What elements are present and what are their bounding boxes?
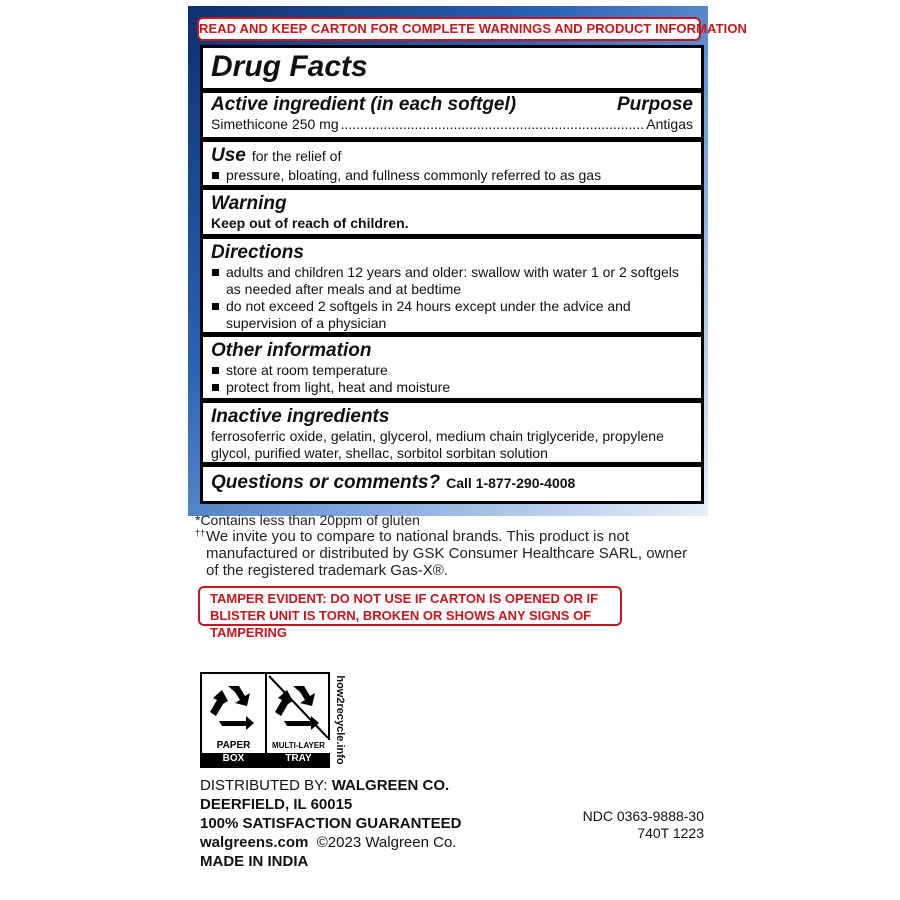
- purpose-heading: Purpose: [616, 94, 693, 115]
- not-recyclable-icon: [267, 674, 330, 740]
- origin: MADE IN INDIA: [200, 853, 309, 870]
- recycle-icon: [202, 674, 265, 740]
- bullet-icon: [212, 303, 219, 310]
- website: walgreens.com: [200, 834, 309, 851]
- directions-heading: Directions: [211, 242, 304, 263]
- copyright: ©2023 Walgreen Co.: [316, 834, 457, 851]
- distributor-name: WALGREEN CO.: [331, 777, 450, 794]
- dagger-mark: ††: [195, 528, 206, 538]
- multi-layer-label: MULTI-LAYER: [267, 740, 330, 753]
- purpose-value: Antigas: [646, 116, 693, 132]
- active-ingredient: Simethicone 250 mg: [211, 116, 339, 132]
- lot-code: 740T 1223: [637, 825, 704, 841]
- list-item: pressure, bloating, and fullness commonly referred to as gas: [211, 167, 693, 184]
- leader-dots: [341, 116, 645, 133]
- list-item: protect from light, heat and moisture: [211, 379, 693, 396]
- warning-section: [203, 193, 701, 232]
- active-ingredient-section: [203, 94, 701, 133]
- other-information-section: [203, 340, 701, 396]
- recycling-label: [200, 672, 330, 768]
- questions-heading: Questions or comments?: [211, 472, 441, 493]
- divider: [203, 137, 701, 142]
- use-heading: Use: [211, 145, 246, 166]
- list-item: adults and children 12 years and older: swallow with water 1 or 2 softgels as needed after meals and at bedtime: [211, 264, 693, 298]
- gluten-footnote: *Contains less than 20ppm of gluten: [195, 512, 420, 528]
- use-section: [203, 145, 701, 184]
- distributor-city: DEERFIELD, IL 60015: [200, 796, 353, 813]
- other-information-heading: Other information: [211, 340, 372, 361]
- divider: [203, 234, 701, 239]
- use-intro: for the relief of: [251, 148, 342, 164]
- divider: [203, 88, 701, 93]
- drug-facts-panel: [200, 45, 704, 504]
- box-label: BOX: [202, 753, 265, 766]
- bullet-icon: [212, 269, 219, 276]
- inactive-ingredients-heading: Inactive ingredients: [211, 406, 390, 427]
- inactive-ingredients-section: [203, 406, 701, 462]
- inactive-ingredients-text: ferrosoferric oxide, gelatin, glycerol, medium chain triglyceride, propylene glycol, purified water, shellac, sorbitol sorbitan solution: [211, 428, 664, 461]
- guarantee-text: 100% SATISFACTION GUARANTEED: [200, 815, 462, 832]
- drug-facts-title: Drug Facts: [211, 50, 368, 83]
- paper-label: PAPER: [202, 740, 265, 753]
- ndc-code: NDC 0363-9888-30: [582, 808, 704, 824]
- distributed-by-label: DISTRIBUTED BY:: [200, 777, 328, 794]
- compare-footnote: †† We invite you to compare to national brands. This product is not manufactured or distributed by GSK Consumer Healthcare SARL, owner of the registered trademark Gas-X®.: [195, 528, 688, 579]
- tray-label: TRAY: [267, 753, 330, 766]
- bullet-icon: [212, 367, 219, 374]
- active-ingredient-heading: Active ingredient (in each softgel): [211, 94, 517, 115]
- divider: [203, 332, 701, 337]
- divider: [203, 185, 701, 190]
- product-codes: [583, 808, 704, 842]
- list-item: store at room temperature: [211, 362, 693, 379]
- warning-banner: READ AND KEEP CARTON FOR COMPLETE WARNINGS AND PRODUCT INFORMATION: [197, 17, 701, 41]
- phone-number: Call 1-877-290-4008: [446, 475, 576, 491]
- warning-text: Keep out of reach of children.: [211, 215, 409, 231]
- distributor-info: [200, 776, 461, 871]
- warning-heading: Warning: [211, 193, 287, 214]
- divider: [203, 462, 701, 467]
- questions-section: [203, 472, 701, 494]
- bullet-icon: [212, 384, 219, 391]
- divider: [203, 398, 701, 403]
- how2recycle-text: how2recycle.info: [334, 675, 346, 765]
- tamper-evident-notice: TAMPER EVIDENT: DO NOT USE IF CARTON IS OPENED OR IF BLISTER UNIT IS TORN, BROKEN OR SHOWS ANY SIGNS OF TAMPERING: [198, 586, 622, 626]
- list-item: do not exceed 2 softgels in 24 hours except under the advice and supervision of a physician: [211, 298, 693, 332]
- directions-section: [203, 242, 701, 332]
- bullet-icon: [212, 172, 219, 179]
